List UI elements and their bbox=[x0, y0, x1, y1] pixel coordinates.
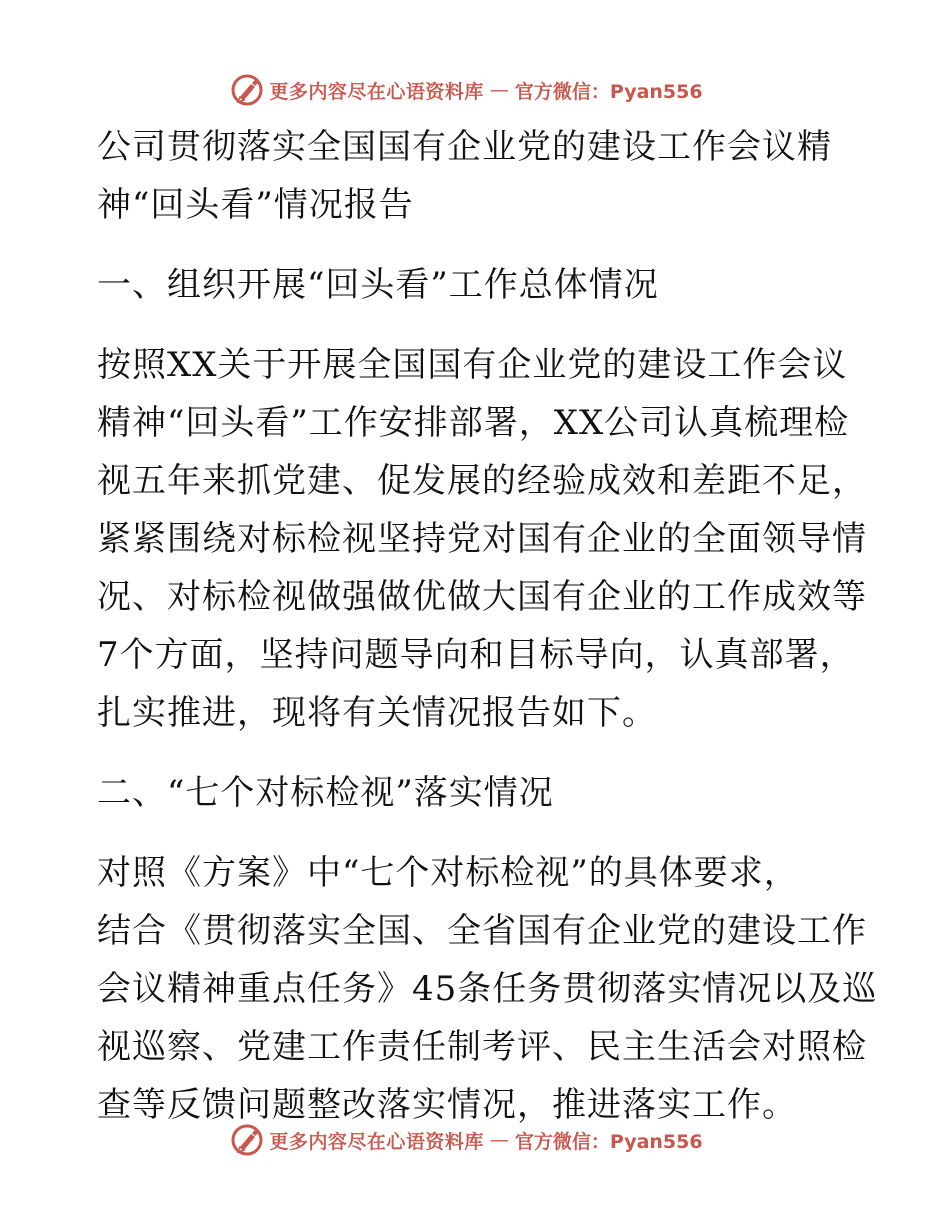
watermark-text: 更多内容尽在心语资料库 bbox=[269, 80, 484, 103]
section-1-paragraph-line: 精神“回头看”工作安排部署，XX公司认真梳理检 bbox=[97, 403, 850, 443]
document-title-line-2: 神“回头看”情况报告 bbox=[97, 185, 414, 225]
pen-logo-icon bbox=[231, 1124, 263, 1156]
section-1-paragraph-line: 7个方面，坚持问题导向和目标导向，认真部署， bbox=[97, 635, 855, 675]
section-2-heading: 二、“七个对标检视”落实情况 bbox=[97, 773, 554, 813]
spacer bbox=[97, 822, 859, 844]
section-1-paragraph-line: 紧紧围绕对标检视坚持党对国有企业的全面领导情 bbox=[97, 519, 867, 559]
section-2-paragraph-line: 会议精神重点任务》45条任务贯彻落实情况以及巡 bbox=[97, 969, 878, 1009]
section-2-paragraph-line: 结合《贯彻落实全国、全省国有企业党的建设工作 bbox=[97, 911, 867, 951]
section-2-paragraph-line: 查等反馈问题整改落实情况，推进落实工作。 bbox=[97, 1085, 797, 1125]
watermark-contact: 官方微信：Pyan556 bbox=[514, 1130, 703, 1153]
spacer bbox=[97, 314, 859, 336]
watermark-banner-bottom bbox=[0, 1120, 950, 1160]
document-body bbox=[97, 118, 878, 1134]
spacer bbox=[97, 234, 859, 256]
pen-logo-icon bbox=[231, 74, 263, 106]
section-2-paragraph-line: 视巡察、党建工作责任制考评、民主生活会对照检 bbox=[97, 1027, 867, 1067]
document-title-line-1: 公司贯彻落实全国国有企业党的建设工作会议精 bbox=[97, 127, 832, 167]
watermark-contact: 官方微信：Pyan556 bbox=[514, 80, 703, 103]
section-1-paragraph-line: 扎实推进，现将有关情况报告如下。 bbox=[97, 693, 657, 733]
section-1-paragraph-line: 按照XX关于开展全国国有企业党的建设工作会议 bbox=[97, 345, 848, 385]
section-1-paragraph-line: 况、对标检视做强做优做大国有企业的工作成效等 bbox=[97, 577, 867, 617]
section-1-heading: 一、组织开展“回头看”工作总体情况 bbox=[97, 265, 659, 305]
section-2-paragraph-line: 对照《方案》中“七个对标检视”的具体要求， bbox=[97, 853, 799, 893]
watermark-dash: — bbox=[489, 1129, 509, 1151]
watermark-inner bbox=[231, 74, 702, 106]
watermark-text: 更多内容尽在心语资料库 bbox=[269, 1130, 484, 1153]
watermark-inner bbox=[231, 1124, 702, 1156]
watermark-dash: — bbox=[489, 79, 509, 101]
section-1-paragraph-line: 视五年来抓党建、促发展的经验成效和差距不足， bbox=[97, 461, 867, 501]
spacer bbox=[97, 742, 859, 764]
watermark-banner-top bbox=[0, 70, 950, 110]
